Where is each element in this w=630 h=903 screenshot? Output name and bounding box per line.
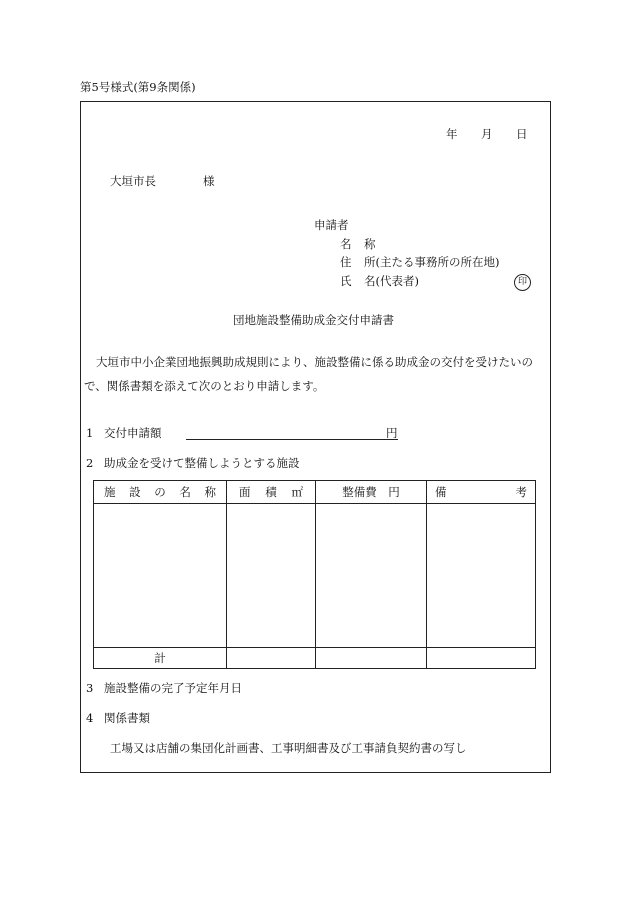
header-facility-name: [94, 481, 227, 504]
total-cost-cell[interactable]: [316, 648, 427, 669]
header-area-char: 積: [265, 485, 277, 499]
applicant-name-label-1: 名: [340, 237, 352, 251]
seal-mark: [514, 274, 531, 291]
applicant-address-label-2: 所(主たる事務所の所在地): [364, 255, 500, 269]
document-title: 団地施設整備助成金交付申請書: [233, 313, 394, 327]
item4-label: 関係書類: [104, 711, 150, 725]
addressee-honorific: 様: [203, 174, 215, 188]
total-remarks-cell[interactable]: [427, 648, 536, 669]
date-day: 日: [516, 127, 528, 141]
seal-icon: 印: [514, 274, 531, 291]
applicant-name-label-2: 称: [364, 237, 376, 251]
header-cost: 整備費 円: [316, 481, 427, 504]
facility-name-cell[interactable]: [94, 504, 227, 648]
total-area-cell[interactable]: [227, 648, 316, 669]
item1-unit: 円: [386, 426, 398, 440]
date-month: 月: [481, 127, 493, 141]
header-area: [227, 481, 316, 504]
applicant-rep-label-1: 氏: [340, 274, 352, 288]
header-facility-char: 設: [129, 485, 141, 499]
body-line-1: 大垣市中小企業団地振興助成規則により、施設整備に係る助成金の交付を受けたいの: [96, 355, 533, 369]
total-label: 計: [94, 648, 227, 669]
amount-input-line[interactable]: [186, 439, 398, 440]
facility-table: [93, 480, 536, 669]
body-line-2: で、関係書類を添えて次のとおり申請します。: [84, 379, 325, 393]
date-year: 年: [446, 127, 458, 141]
header-facility-char: 施: [104, 485, 116, 499]
form-caption: 第5号様式(第9条関係): [80, 80, 196, 94]
area-cell[interactable]: [227, 504, 316, 648]
header-facility-char: の: [154, 485, 166, 499]
item4-number: 4: [86, 711, 94, 725]
item2-number: 2: [86, 456, 94, 470]
applicant-address-label-1: 住: [340, 255, 352, 269]
applicant-rep-label-2: 名(代表者): [364, 274, 419, 288]
item1-label: 交付申請額: [104, 426, 162, 440]
header-area-char: ㎡: [291, 485, 303, 499]
item3-label: 施設整備の完了予定年月日: [104, 681, 242, 695]
header-facility-char: 名: [179, 485, 191, 499]
table-row: [94, 504, 536, 648]
item3-number: 3: [86, 681, 94, 695]
header-facility-char: 称: [204, 485, 216, 499]
table-header-row: [94, 481, 536, 504]
documents-text: 工場又は店舗の集団化計画書、工事明細書及び工事請負契約書の写し: [110, 741, 467, 755]
item1-number: 1: [86, 426, 94, 440]
cost-cell[interactable]: [316, 504, 427, 648]
header-remarks-char: 考: [515, 485, 527, 499]
header-remarks-char: 備: [435, 485, 447, 499]
applicant-heading: 申請者: [314, 218, 349, 232]
header-remarks: [427, 481, 536, 504]
addressee-name: 大垣市長: [110, 174, 156, 188]
table-total-row: [94, 648, 536, 669]
remarks-cell[interactable]: [427, 504, 536, 648]
item2-label: 助成金を受けて整備しようとする施設: [104, 456, 300, 470]
header-area-char: 面: [239, 485, 251, 499]
